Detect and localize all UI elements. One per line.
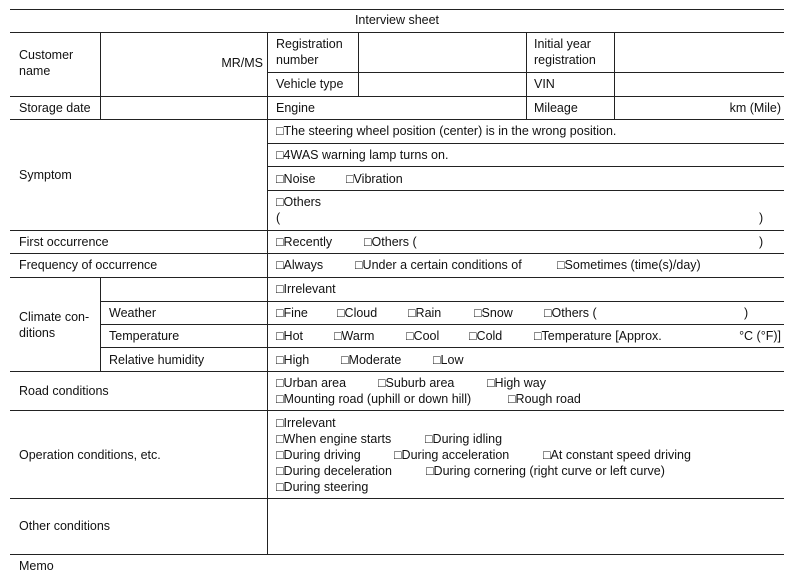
rule [100, 277, 101, 371]
checkbox-temperature-approx[interactable]: □Temperature [Approx. [534, 329, 662, 343]
label-temperature: Temperature [109, 329, 180, 343]
checkbox-highway[interactable]: □High way [487, 376, 546, 390]
label-operation: Operation conditions, etc. [19, 448, 161, 462]
label-registration: Registration [276, 37, 343, 51]
label-road: Road conditions [19, 384, 109, 398]
label-weather: Weather [109, 306, 157, 320]
checkbox-deceleration[interactable]: □During deceleration [276, 464, 392, 478]
checkbox-sometimes[interactable]: □Sometimes (time(s)/day) [557, 258, 701, 272]
rule [267, 32, 268, 554]
rule [10, 9, 784, 10]
label-climate-2: ditions [19, 326, 56, 340]
rule [100, 324, 784, 325]
rule [10, 119, 784, 120]
rule [10, 410, 784, 411]
temperature-unit: °C (°F)] [739, 329, 781, 343]
paren-close: ) [759, 235, 764, 249]
checkbox-low[interactable]: □Low [433, 353, 464, 367]
checkbox-hot[interactable]: □Hot [276, 329, 304, 343]
rule [614, 32, 615, 119]
rule [358, 32, 359, 96]
label-initial-year-2: registration [534, 53, 596, 67]
paren-open: ( [276, 211, 281, 225]
checkbox-suburb[interactable]: □Suburb area [378, 376, 455, 390]
checkbox-recently[interactable]: □Recently [276, 235, 333, 249]
label-symptom: Symptom [19, 168, 72, 182]
checkbox-acceleration[interactable]: □During acceleration [394, 448, 510, 462]
checkbox-engine-starts[interactable]: □When engine starts [276, 432, 392, 446]
checkbox-steering[interactable]: □During steering [276, 480, 369, 494]
label-mr-ms: MR/MS [221, 56, 263, 70]
checkbox-warm[interactable]: □Warm [334, 329, 375, 343]
checkbox-fine[interactable]: □Fine [276, 306, 308, 320]
checkbox-moderate[interactable]: □Moderate [341, 353, 402, 367]
label-vin: VIN [534, 77, 555, 91]
checkbox-cool[interactable]: □Cool [406, 329, 440, 343]
label-customer: Customer [19, 48, 74, 62]
checkbox-noise[interactable]: □Noise [276, 172, 316, 186]
rule [10, 32, 784, 33]
checkbox-4was-lamp[interactable]: □4WAS warning lamp turns on. [276, 148, 449, 162]
rule [100, 301, 784, 302]
checkbox-rough[interactable]: □Rough road [508, 392, 581, 406]
label-mileage: Mileage [534, 101, 578, 115]
label-climate: Climate con- [19, 310, 90, 324]
checkbox-first-others[interactable]: □Others ( [364, 235, 417, 249]
rule [10, 277, 784, 278]
checkbox-operation-irrelevant[interactable]: □Irrelevant [276, 416, 336, 430]
label-storage-date: Storage date [19, 101, 91, 115]
checkbox-cornering[interactable]: □During cornering (right curve or left curve) [426, 464, 665, 478]
checkbox-rain[interactable]: □Rain [408, 306, 442, 320]
paren-close: ) [759, 211, 764, 225]
checkbox-vibration[interactable]: □Vibration [346, 172, 403, 186]
checkbox-weather-others[interactable]: □Others ( [544, 306, 597, 320]
label-frequency: Frequency of occurrence [19, 258, 158, 272]
checkbox-idling[interactable]: □During idling [425, 432, 503, 446]
rule [10, 371, 784, 372]
checkbox-driving[interactable]: □During driving [276, 448, 361, 462]
checkbox-high[interactable]: □High [276, 353, 310, 367]
rule [10, 554, 784, 555]
label-engine: Engine [276, 101, 315, 115]
checkbox-snow[interactable]: □Snow [474, 306, 513, 320]
checkbox-urban[interactable]: □Urban area [276, 376, 347, 390]
checkbox-cloud[interactable]: □Cloud [337, 306, 378, 320]
sheet-title: Interview sheet [354, 13, 440, 27]
label-vehicle-type: Vehicle type [276, 77, 344, 91]
mileage-unit: km (Mile) [729, 101, 781, 115]
label-first-occurrence: First occurrence [19, 235, 109, 249]
rule [10, 253, 784, 254]
checkbox-constant-speed[interactable]: □At constant speed driving [543, 448, 691, 462]
paren-close: ) [744, 306, 749, 320]
label-humidity: Relative humidity [109, 353, 205, 367]
label-registration-2: number [276, 53, 319, 67]
rule [100, 347, 784, 348]
label-other-conditions: Other conditions [19, 519, 111, 533]
rule [10, 498, 784, 499]
checkbox-climate-irrelevant[interactable]: □Irrelevant [276, 282, 336, 296]
label-customer-2: name [19, 64, 51, 78]
label-memo: Memo [19, 559, 54, 573]
checkbox-mounting[interactable]: □Mounting road (uphill or down hill) [276, 392, 472, 406]
rule [10, 96, 784, 97]
rule [268, 143, 784, 144]
rule [268, 190, 784, 191]
rule [268, 166, 784, 167]
checkbox-wheel-position[interactable]: □The steering wheel position (center) is in the wrong position. [276, 124, 617, 138]
checkbox-cold[interactable]: □Cold [469, 329, 503, 343]
label-initial-year: Initial year [534, 37, 591, 51]
rule [10, 230, 784, 231]
checkbox-under-conditions[interactable]: □Under a certain conditions of [355, 258, 522, 272]
rule [526, 32, 527, 119]
checkbox-symptom-others[interactable]: □Others [276, 195, 322, 209]
rule [100, 32, 101, 119]
checkbox-always[interactable]: □Always [276, 258, 324, 272]
